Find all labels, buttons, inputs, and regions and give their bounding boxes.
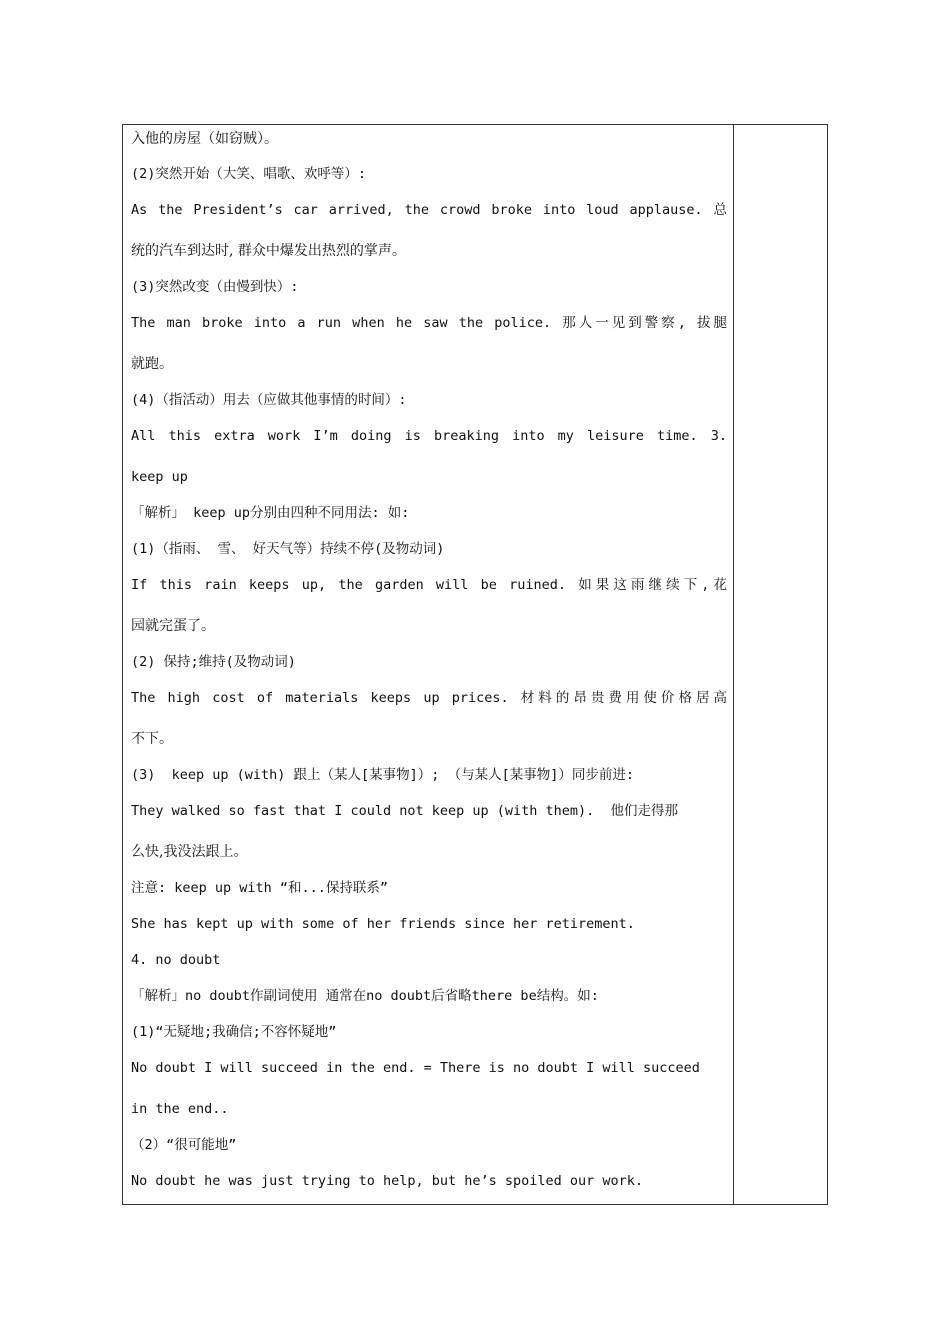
text-line: 4. no doubt [131, 952, 221, 968]
text-line: 不下。 [131, 731, 173, 747]
text-line: 么快,我没法跟上。 [131, 844, 248, 860]
text-line: The man broke into a run when he saw the police. 那人一见到警察, 拔腿 [131, 315, 727, 331]
text-line: （2）“很可能地” [131, 1137, 237, 1153]
text-line: (2)突然开始（大笑、唱歌、欢呼等）: [131, 166, 367, 182]
text-line: (3)突然改变（由慢到快）: [131, 279, 299, 295]
text-line: The high cost of materials keeps up prices. 材料的昂贵费用使价格居高 [131, 690, 727, 706]
column-divider [733, 125, 734, 1204]
text-line: If this rain keeps up, the garden will be ruined. 如果这雨继续下,花 [131, 577, 727, 593]
text-line: 就跑。 [131, 356, 173, 372]
text-line: 统的汽车到达时, 群众中爆发出热烈的掌声。 [131, 243, 406, 259]
lesson-table [122, 124, 828, 1205]
text-line: She has kept up with some of her friends since her retirement. [131, 916, 635, 932]
text-line: (2) 保持;维持(及物动词) [131, 654, 296, 670]
text-line: 「解析」no doubt作副词使用 通常在no doubt后省略there be结构。如: [131, 988, 599, 1004]
text-line: in the end.. [131, 1101, 229, 1117]
text-line: As the President’s car arrived, the crowd broke into loud applause. 总 [131, 202, 727, 218]
text-line: They walked so fast that I could not keep up (with them). 他们走得那 [131, 803, 679, 819]
text-line: 「解析」 keep up分别由四种不同用法: 如: [131, 505, 410, 521]
text-line: (1)（指雨、 雪、 好天气等）持续不停(及物动词) [131, 541, 445, 557]
text-line: No doubt I will succeed in the end. = There is no doubt I will succeed [131, 1060, 700, 1076]
text-line: keep up [131, 469, 188, 485]
text-line: (4)（指活动）用去（应做其他事情的时间）: [131, 392, 407, 408]
text-line: (3) keep up (with) 跟上（某人[某事物]）; （与某人[某事物]）同步前进: [131, 767, 634, 783]
text-line: 园就完蛋了。 [131, 618, 215, 634]
text-line: 注意: keep up with “和...保持联系” [131, 880, 389, 896]
text-line: (1)“无疑地;我确信;不容怀疑地” [131, 1024, 337, 1040]
text-line: 入他的房屋（如窃贼）。 [131, 131, 278, 147]
text-line: All this extra work I’m doing is breaking into my leisure time. 3. [131, 428, 727, 444]
text-line: No doubt he was just trying to help, but he’s spoiled our work. [131, 1173, 644, 1189]
